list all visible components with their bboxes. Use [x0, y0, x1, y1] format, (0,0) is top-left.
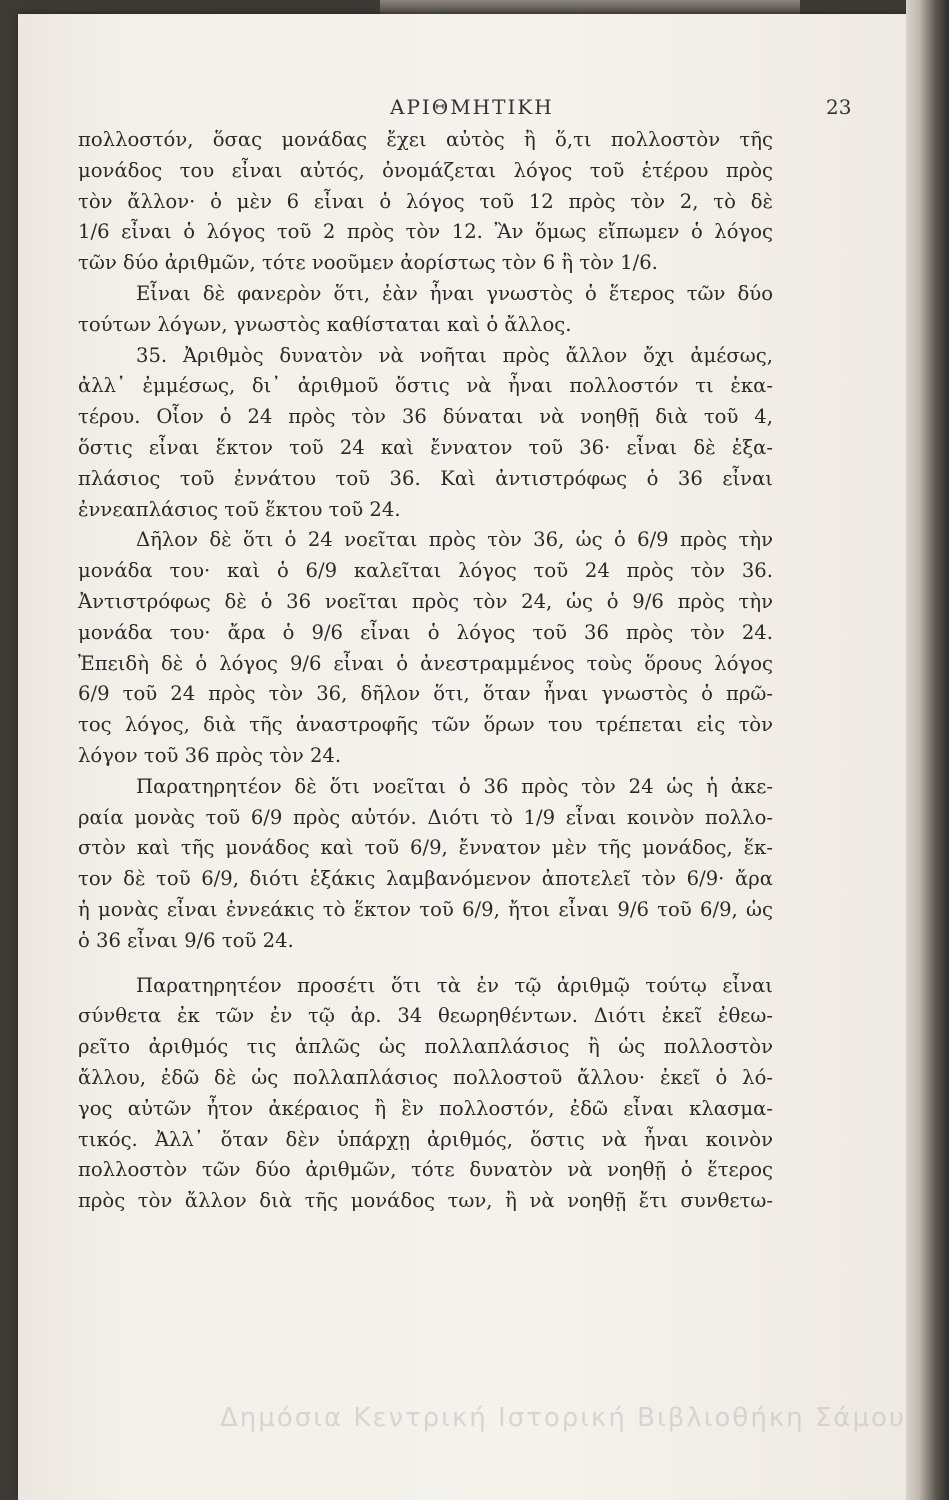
text-line: Εἶναι δὲ φανερὸν ὅτι, ἐὰν ἦναι γνωστὸς ὁ ἕτερος τῶν δύο [136, 281, 773, 305]
text-line: σύνθετα ἐκ τῶν ἐν τῷ ἀρ. 34 θεωρηθέντων. Διότι ἐκεῖ ἐθεω- [78, 1004, 773, 1028]
page-header [0, 95, 949, 125]
text-line: πρὸς τὸν ἄλλον διὰ τῆς μονάδος των, ἢ νὰ νοηθῇ ἔτι συνθετω- [78, 1189, 773, 1213]
text-line: ὁ 36 εἶναι 9/6 τοῦ 24. [78, 928, 294, 952]
text-line: λόγον τοῦ 36 πρὸς τὸν 24. [78, 743, 342, 767]
text-line: 35. Ἀριθμὸς δυνατὸν νὰ νοῆται πρὸς ἄλλον ὄχι ἀμέσως, [136, 343, 773, 367]
paragraph-gap [78, 957, 773, 971]
text-line: 1/6 εἶναι ὁ λόγος τοῦ 2 πρὸς τὸν 12. Ἂν ὅμως εἴπωμεν ὁ λόγος [78, 220, 773, 244]
text-line: γος αὐτῶν ἦτον ἀκέραιος ἢ ἓν πολλοστόν, ἐδῶ εἶναι κλασμα- [78, 1096, 773, 1120]
text-line: 6/9 τοῦ 24 πρὸς τὸν 36, δῆλον ὅτι, ὅταν ἦναι γνωστὸς ὁ πρῶ- [78, 682, 773, 706]
text-line: μονάδος του εἶναι αὐτός, ὀνομάζεται λόγος τοῦ ἑτέρου πρὸς [78, 158, 773, 182]
page-number: 23 [826, 95, 852, 119]
text-line: πολλοστόν, ὅσας μονάδας ἔχει αὐτὸς ἢ ὅ,τι πολλοστὸν τῆς [78, 128, 773, 151]
text-line: τικός. Ἀλλ᾿ ὅταν δὲν ὑπάρχῃ ἀριθμός, ὅστις νὰ ἦναι κοινὸν [78, 1127, 773, 1151]
text-line: ὅστις εἶναι ἕκτον τοῦ 24 καὶ ἔννατον τοῦ 36· εἶναι δὲ ἑξα- [78, 435, 773, 459]
text-line: ραία μονὰς τοῦ 6/9 πρὸς αὐτόν. Διότι τὸ 1/9 εἶναι κοινὸν πολλο- [78, 805, 773, 829]
text-line: Ἀντιστρόφως δὲ ὁ 36 νοεῖται πρὸς τὸν 24, ὡς ὁ 9/6 πρὸς τὴν [78, 589, 773, 613]
text-line: ἐννεαπλάσιος τοῦ ἕκτου τοῦ 24. [78, 497, 401, 521]
text-line: στὸν καὶ τῆς μονάδος καὶ τοῦ 6/9, ἔννατον μὲν τῆς μονάδος, ἕκ- [78, 836, 773, 860]
library-watermark: Δημόσια Κεντρική Ιστορική Βιβλιοθήκη Σάμου [220, 1403, 906, 1433]
text-line: μονάδα του· καὶ ὁ 6/9 καλεῖται λόγος τοῦ 24 πρὸς τὸν 36. [78, 559, 773, 583]
text-line: τὸν ἄλλον· ὁ μὲν 6 εἶναι ὁ λόγος τοῦ 12 πρὸς τὸν 2, τὸ δὲ [78, 189, 773, 213]
text-line: τον δὲ τοῦ 6/9, διότι ἑξάκις λαμβανόμενον ἀποτελεῖ τὸν 6/9· ἄρα [78, 867, 773, 891]
text-line: τέρου. Οἷον ὁ 24 πρὸς τὸν 36 δύναται νὰ νοηθῇ διὰ τοῦ 4, [78, 405, 773, 429]
text-line: Παρατηρητέον προσέτι ὅτι τὰ ἐν τῷ ἀριθμῷ τούτῳ εἶναι [136, 973, 773, 997]
text-line: πολλοστὸν τῶν δύο ἀριθμῶν, τότε δυνατὸν νὰ νοηθῇ ὁ ἕτερος [78, 1158, 773, 1182]
running-head: ΑΡΙΘΜΗΤΙΚΗ [390, 95, 554, 119]
page-edge-shadow [906, 0, 949, 1500]
text-line: ἀλλ᾿ ἐμμέσως, δι᾿ ἀριθμοῦ ὅστις νὰ ἦναι πολλοστόν τι ἑκα- [78, 374, 773, 398]
text-line: ἄλλου, ἐδῶ δὲ ὡς πολλαπλάσιος πολλοστοῦ ἄλλου· ἐκεῖ ὁ λό- [78, 1065, 773, 1089]
text-line: Δῆλον δὲ ὅτι ὁ 24 νοεῖται πρὸς τὸν 36, ὡς ὁ 6/9 πρὸς τὴν [136, 528, 773, 552]
text-line: μονάδα του· ἄρα ὁ 9/6 εἶναι ὁ λόγος τοῦ 36 πρὸς τὸν 24. [78, 620, 773, 644]
text-line: Ἐπειδὴ δὲ ὁ λόγος 9/6 εἶναι ὁ ἀνεστραμμένος τοὺς ὅρους λόγος [78, 651, 773, 675]
text-line: τούτων λόγων, γνωστὸς καθίσταται καὶ ὁ ἄλλος. [78, 312, 572, 336]
text-line: ρεῖτο ἀριθμός τις ἁπλῶς ὡς πολλαπλάσιος ἢ ὡς πολλοστὸν [78, 1035, 773, 1059]
text-line: ἡ μονὰς εἶναι ἐννεάκις τὸ ἕκτον τοῦ 6/9, ἤτοι εἶναι 9/6 τοῦ 6/9, ὡς [78, 897, 773, 921]
text-line: τῶν δύο ἀριθμῶν, τότε νοοῦμεν ἀορίστως τὸν 6 ἢ τὸν 1/6. [78, 251, 658, 275]
text-line: Παρατηρητέον δὲ ὅτι νοεῖται ὁ 36 πρὸς τὸν 24 ὡς ἡ ἀκε- [136, 774, 773, 798]
text-line: πλάσιος τοῦ ἐννάτου τοῦ 36. Καὶ ἀντιστρόφως ὁ 36 εἶναι [78, 466, 773, 490]
body-text [78, 125, 773, 1217]
text-line: τος λόγος, διὰ τῆς ἀναστροφῆς τῶν ὅρων του τρέπεται εἰς τὸν [78, 713, 773, 737]
